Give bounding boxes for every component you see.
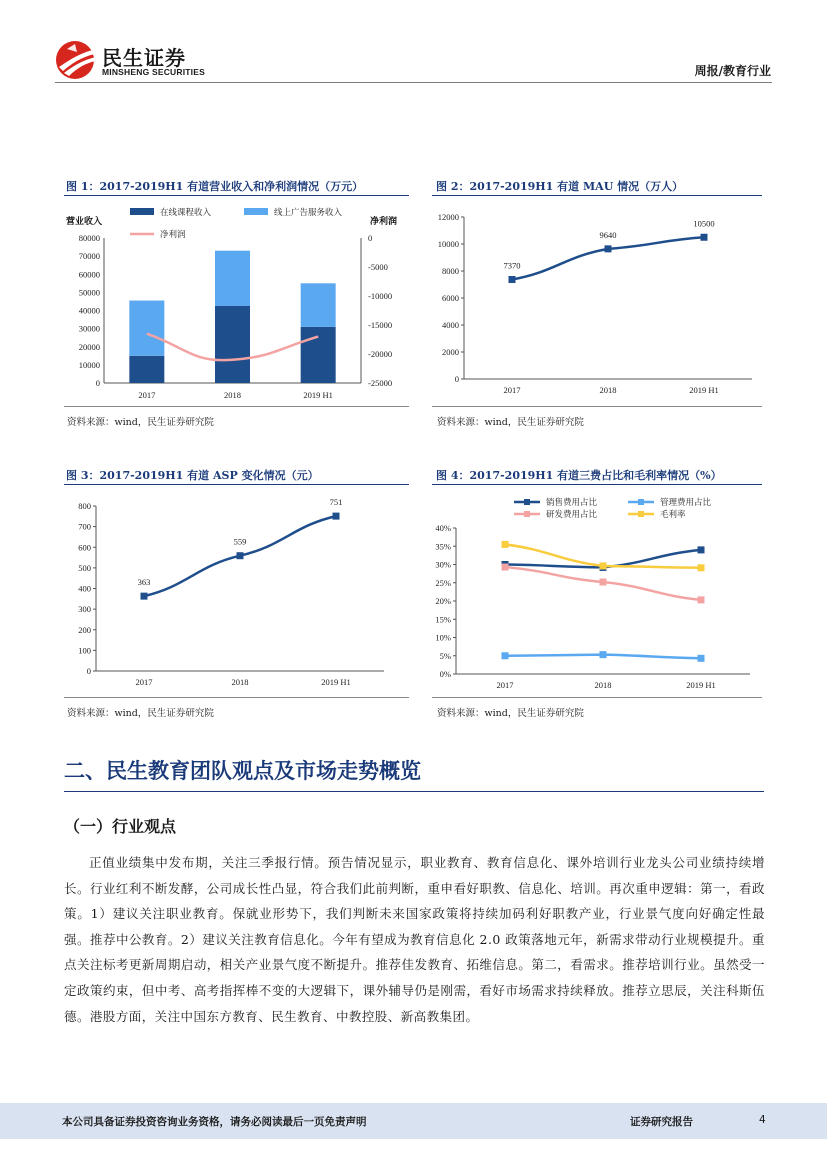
bar-online-ad	[215, 251, 250, 306]
x-tick-label: 2019 H1	[686, 680, 716, 690]
x-tick-label: 2018	[224, 390, 241, 400]
figure-1-caption: 图 1：2017-2019H1 有道营业收入和净利润情况（万元）	[66, 180, 364, 193]
data-label: 751	[329, 497, 343, 508]
x-tick-label: 2018	[594, 680, 612, 690]
y-tick-label-right: -5000	[368, 262, 388, 272]
legend-label: 销售费用占比	[546, 497, 598, 507]
x-tick-label: 2017	[138, 390, 156, 400]
data-point-marker	[509, 276, 516, 283]
y-tick-label-left: 40000	[78, 305, 100, 316]
data-point-marker	[698, 546, 705, 553]
y-tick-label: 4000	[442, 320, 459, 330]
document-type: 周报/教育行业	[694, 64, 771, 78]
data-point-marker	[701, 234, 708, 241]
y-tick-label-left: 80000	[78, 233, 100, 243]
y-tick-label: 20%	[435, 596, 451, 606]
y-tick-label: 2000	[442, 347, 459, 357]
y-tick-label-right: -25000	[368, 378, 393, 388]
y-tick-label: 25%	[435, 577, 451, 588]
data-point-marker	[605, 245, 612, 252]
data-point-marker	[600, 579, 607, 586]
x-tick-label: 2019 H1	[321, 677, 351, 687]
y-tick-label: 600	[78, 542, 91, 553]
data-point-marker	[698, 655, 705, 662]
y-tick-label: 40%	[435, 523, 451, 533]
bar-online-course	[301, 327, 336, 383]
legend-label: 净利润	[160, 229, 186, 239]
x-tick-label: 2017	[135, 677, 153, 687]
chart-mau	[432, 198, 762, 406]
y-tick-label-left: 20000	[78, 341, 100, 352]
header-divider	[55, 82, 772, 83]
figure-4-source-rule	[432, 697, 762, 698]
footer-disclaimer: 本公司具备证券投资咨询业务资格，请务必阅读最后一页免责声明	[62, 1116, 367, 1128]
data-point-marker	[237, 552, 244, 559]
y-tick-label: 300	[78, 604, 91, 615]
y-tick-label-right: 0	[368, 233, 373, 243]
data-point-marker	[600, 562, 607, 569]
figure-1-source: 资料来源：wind，民生证券研究院	[67, 417, 214, 428]
bar-online-course	[215, 306, 250, 383]
y-tick-label-left: 50000	[78, 287, 100, 298]
legend-marker	[524, 499, 530, 505]
y-tick-label: 15%	[435, 614, 451, 625]
figure-2-source-rule	[432, 406, 762, 407]
figure-2-caption: 图 2：2017-2019H1 有道 MAU 情况（万人）	[436, 180, 684, 193]
brand-name-cn: 民生证券	[102, 46, 186, 70]
y-tick-label: 10000	[437, 239, 459, 249]
legend-marker	[638, 511, 644, 517]
legend-label: 研发费用占比	[546, 509, 598, 519]
y-tick-label: 12000	[437, 212, 459, 222]
y-tick-label: 6000	[442, 293, 459, 303]
y-tick-label: 8000	[442, 266, 459, 276]
subsection-title: （一）行业观点	[64, 817, 177, 836]
figure-2-caption-rule	[432, 195, 762, 196]
series-line-0	[512, 237, 704, 279]
legend-label: 管理费用占比	[660, 497, 712, 507]
figure-4-caption: 图 4：2017-2019H1 有道三费占比和毛利率情况（%）	[436, 469, 722, 482]
y-tick-label: 700	[78, 521, 91, 532]
y-tick-label-left: 10000	[78, 359, 100, 370]
data-point-marker	[502, 564, 509, 571]
figure-1-caption-rule	[64, 195, 409, 196]
data-label: 363	[137, 577, 151, 588]
y-tick-label: 400	[78, 583, 91, 594]
y-axis-title-right: 净利润	[370, 216, 398, 226]
figure-3-caption-rule	[64, 484, 409, 485]
data-label: 10500	[693, 218, 715, 229]
footer-report-type: 证券研究报告	[630, 1116, 693, 1128]
legend-label: 线上广告服务收入	[274, 207, 343, 217]
brand-name-en: MINSHENG SECURITIES	[102, 67, 205, 77]
section-divider	[64, 791, 764, 792]
y-tick-label: 35%	[435, 541, 451, 552]
y-axis-title-left: 营业收入	[66, 216, 103, 226]
x-tick-label: 2019 H1	[689, 385, 719, 395]
y-tick-label: 100	[78, 645, 91, 656]
data-point-marker	[333, 513, 340, 520]
y-tick-label: 800	[78, 501, 91, 511]
x-tick-label: 2017	[496, 680, 514, 690]
y-tick-label-left: 0	[95, 378, 100, 388]
data-point-marker	[698, 564, 705, 571]
y-tick-label: 500	[78, 562, 91, 573]
data-point-marker	[502, 652, 509, 659]
data-label: 559	[233, 536, 247, 547]
y-tick-label: 0%	[439, 669, 451, 679]
bar-online-ad	[301, 283, 336, 327]
y-tick-label-left: 60000	[78, 269, 100, 280]
minsheng-logo-icon	[55, 40, 99, 80]
data-point-marker	[141, 593, 148, 600]
y-tick-label-left: 30000	[78, 323, 100, 334]
y-tick-label-right: -20000	[368, 349, 393, 359]
figure-4-caption-rule	[432, 484, 762, 485]
y-tick-label: 200	[78, 624, 91, 635]
data-label: 7370	[503, 260, 521, 271]
x-tick-label: 2018	[231, 677, 249, 687]
y-tick-label: 0	[454, 374, 459, 384]
figure-3-source: 资料来源：wind，民生证券研究院	[67, 708, 214, 719]
y-tick-label: 0	[86, 666, 91, 676]
y-tick-label: 5%	[439, 650, 451, 661]
legend-label: 毛利率	[660, 509, 686, 519]
data-point-marker	[502, 541, 509, 548]
data-label: 9640	[599, 229, 617, 240]
figure-2-source: 资料来源：wind，民生证券研究院	[437, 417, 584, 428]
chart-asp	[64, 487, 409, 697]
y-tick-label-right: -15000	[368, 320, 393, 330]
legend-swatch	[244, 208, 268, 215]
y-tick-label: 30%	[435, 559, 451, 570]
figure-1-source-rule	[64, 406, 409, 407]
figure-3-source-rule	[64, 697, 409, 698]
bar-online-course	[129, 356, 164, 383]
data-point-marker	[698, 596, 705, 603]
legend-label: 在线课程收入	[160, 207, 212, 217]
figure-4-source: 资料来源：wind，民生证券研究院	[437, 708, 584, 719]
y-tick-label: 10%	[435, 632, 451, 643]
data-point-marker	[600, 651, 607, 658]
x-tick-label: 2018	[599, 385, 617, 395]
body-paragraph: 正值业绩集中发布期，关注三季报行情。预告情况显示，职业教育、教育信息化、课外培训行业龙头公司业绩持续增长。行业红利不断发酵，公司成长性凸显，符合我们此前判断，重申看好职教、信息化、培训。再次重申逻辑：第一，看政策。1）建议关注职业教育。保就业形势下，我们判断未来国家政策将持续加码利好职教产业，行业景气度向好确定性最强。推荐中公教育。2）建议关注教育信息化。今年有望成为教育信息化 2.0 政策落地元年，新需求带动行业规模提升。重点关注标考更新周期启动，相关产业景气度不断提升。推荐佳发教育、拓维信息。第二，看需求。推荐培训行业。虽然受一定政策约束，但中考、高考指挥棒不变的大逻辑下，课外辅导仍是刚需，看好市场需求持续释放。推荐立思辰，关注科斯伍德。港股方面，关注中国东方教育、民生教育、中教控股、新高教集团。	[64, 855, 765, 1024]
section-title: 二、民生教育团队观点及市场走势概览	[64, 758, 421, 783]
page-number: 4	[759, 1114, 766, 1126]
legend-marker	[638, 499, 644, 505]
chart-expense-ratios	[432, 487, 762, 697]
y-tick-label-right: -10000	[368, 291, 393, 301]
y-tick-label-left: 70000	[78, 251, 100, 262]
chart-revenue-net-profit	[64, 198, 409, 406]
legend-swatch	[130, 208, 154, 215]
x-tick-label: 2017	[503, 385, 521, 395]
bar-online-ad	[129, 301, 164, 356]
legend-marker	[524, 511, 530, 517]
x-tick-label: 2019 H1	[303, 390, 333, 400]
figure-3-caption: 图 3：2017-2019H1 有道 ASP 变化情况（元）	[66, 469, 319, 482]
